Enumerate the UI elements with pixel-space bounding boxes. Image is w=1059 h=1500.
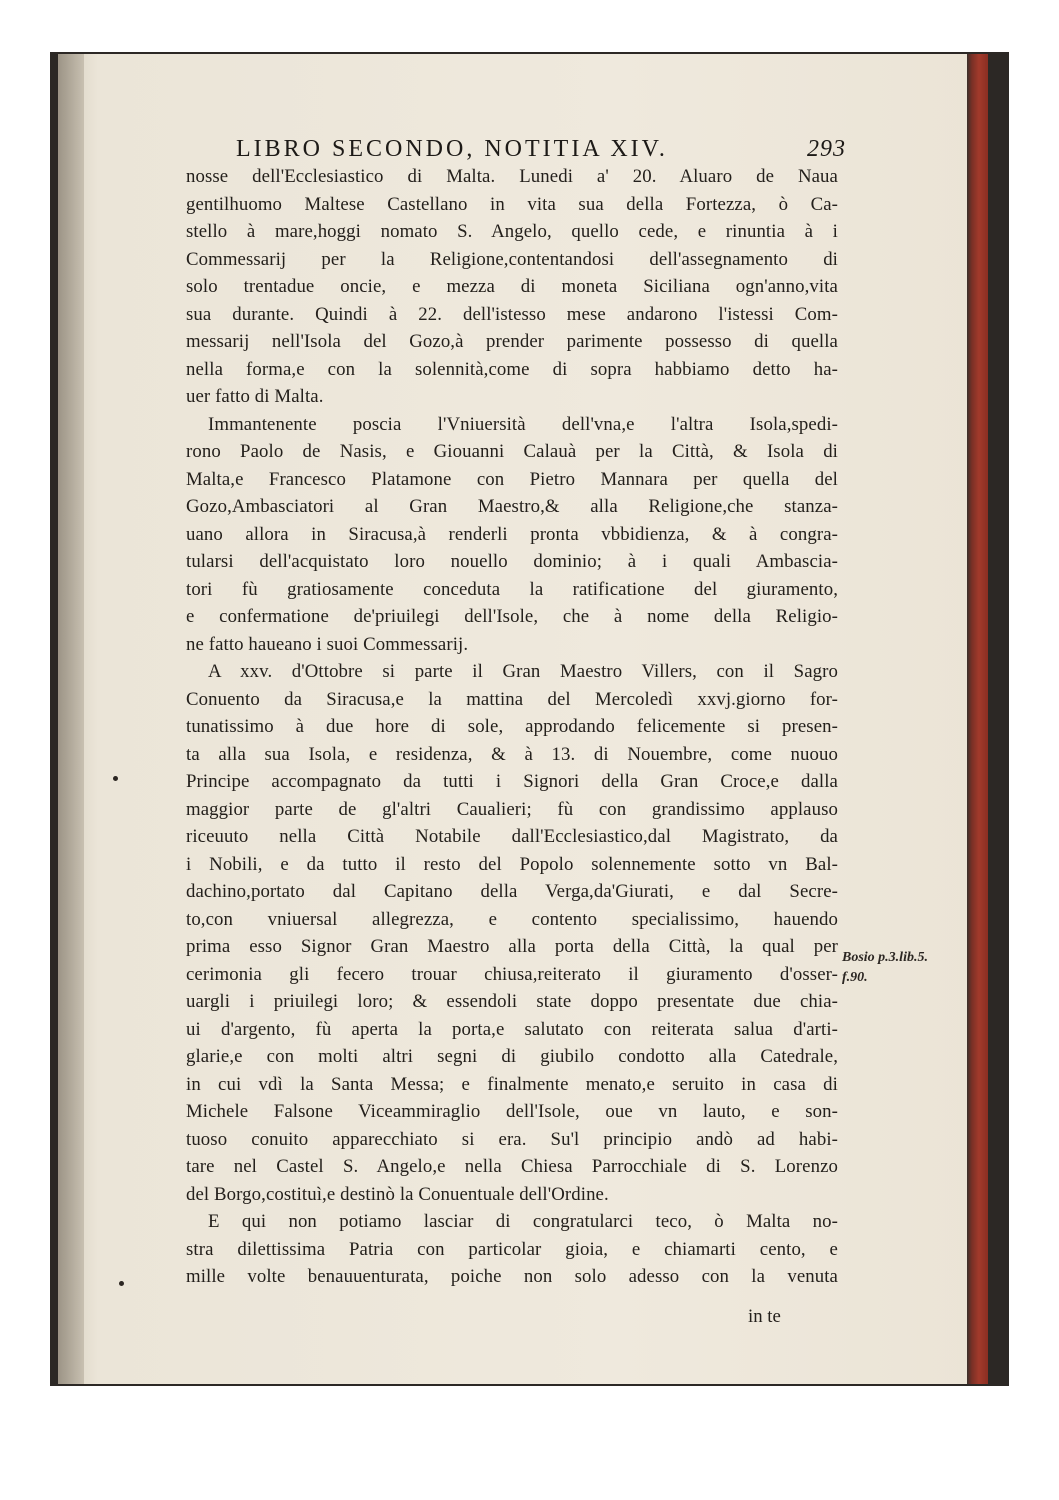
text-line: gentilhuomo Maltese Castellano in vita sua della Fortezza, ò Ca- [186,193,838,215]
folio-number: 293 [807,136,846,162]
text-line: dachino,portato dal Capitano della Verga,da'Giurati, e dal Secre- [186,881,838,902]
text-line: del Borgo,costituì,e destinò la Conuentuale dell'Ordine. [186,1183,609,1205]
running-header [236,136,846,163]
margin-note-line: f.90. [842,970,868,985]
text-line: mille volte benauuenturata, poiche non solo adesso con la venuta [186,1266,838,1287]
body-text [186,163,838,1291]
text-line: Principe accompagnato da tutti i Signori della Gran Croce,e dalla [186,771,838,792]
text-line: Malta,e Francesco Platamone con Pietro Mannara per quella del [186,468,838,490]
running-title: LIBRO SECONDO, NOTITIA XIV. [236,136,668,162]
text-line: glarie,e con molti altri segni di giubilo condotto alla Catedrale, [186,1046,838,1067]
text-line: uano allora in Siracusa,à renderli pronta vbbidienza, & à congra- [186,523,838,545]
text-line: riceuuto nella Città Notabile dall'Ecclesiastico,dal Magistrato, da [186,826,838,847]
text-line: maggior parte de gl'altri Caualieri; fù con grandissimo applauso [186,798,838,820]
text-line: to,con vniuersal allegrezza, e contento specialissimo, hauendo [186,908,838,930]
catchword: in te [748,1306,781,1327]
text-line: e confermatione de'priuilegi dell'Isole, che à nome della Religio- [186,606,838,627]
text-line: Michele Falsone Viceammiraglio dell'Isole, oue vn lauto, e son- [186,1101,838,1122]
text-line: solo trentadue oncie, e mezza di moneta Siciliana ogn'anno,vita [186,276,838,297]
page-gutter [58,54,84,1384]
text-line: sua durante. Quindi à 22. dell'istesso mese andarono l'istessi Com- [186,303,838,325]
margin-dot [119,1281,124,1286]
red-page-edge [967,54,988,1384]
margin-dot [113,776,118,781]
text-line: rono Paolo de Nasis, e Giouanni Calauà per la Città, & Isola di [186,441,838,462]
text-line: nella forma,e con la solennità,come di sopra habbiamo detto ha- [186,358,838,380]
text-line: uer fatto di Malta. [186,386,324,407]
text-line: A xxv. d'Ottobre si parte il Gran Maestro Villers, con il Sagro [208,661,838,682]
text-line: tuoso conuito apparecchiato si era. Su'l principio andò ad habi- [186,1128,838,1150]
text-line: nosse dell'Ecclesiastico di Malta. Lunedi a' 20. Aluaro de Naua [186,166,838,187]
text-line: prima esso Signor Gran Maestro alla porta della Città, la qual per [186,936,838,957]
text-line: ui d'argento, fù aperta la porta,e salutato con reiterata salua d'arti- [186,1018,838,1040]
margin-note [842,948,928,988]
text-line: messarij nell'Isola del Gozo,à prender parimente possesso di quella [186,331,838,352]
text-line: uargli i priuilegi loro; & essendoli state doppo presentate due chia- [186,991,838,1012]
text-line: tularsi dell'acquistato loro nouello dominio; à i quali Ambascia- [186,551,838,572]
text-line: ta alla sua Isola, e residenza, & à 13. di Nouembre, come nuouo [186,743,838,765]
text-line: in cui vdì la Santa Messa; e finalmente menato,e seruito in casa di [186,1073,838,1095]
text-line: i Nobili, e da tutto il resto del Popolo solennemente sotto vn Bal- [186,853,838,875]
text-line: stra dilettissima Patria con particolar gioia, e chiamarti cento, e [186,1238,838,1260]
text-line: E qui non potiamo lasciar di congratularci teco, ò Malta no- [208,1211,838,1232]
text-line: tare nel Castel S. Angelo,e nella Chiesa Parrocchiale di S. Lorenzo [186,1156,838,1177]
text-line: cerimonia gli fecero trouar chiusa,reiterato il giuramento d'osser- [186,963,838,985]
text-line: Immantenente poscia l'Vniuersità dell'vna,e l'altra Isola,spedi- [208,413,838,435]
text-line: tunatissimo à due hore di sole, approdando felicemente si presen- [186,716,838,737]
text-line: Gozo,Ambasciatori al Gran Maestro,& alla Religione,che stanza- [186,496,838,517]
text-line: stello à mare,hoggi nomato S. Angelo, quello cede, e rinuntia à i [186,221,838,242]
margin-note-line: Bosio p.3.lib.5. [842,950,928,965]
text-line: tori fù gratiosamente conceduta la ratificatione del giuramento, [186,578,838,600]
text-line: Commessarij per la Religione,contentandosi dell'assegnamento di [186,248,838,270]
text-line: ne fatto haueano i suoi Commessarij. [186,633,469,655]
text-line: Conuento da Siracusa,e la mattina del Mercoledì xxvj.giorno for- [186,688,838,710]
